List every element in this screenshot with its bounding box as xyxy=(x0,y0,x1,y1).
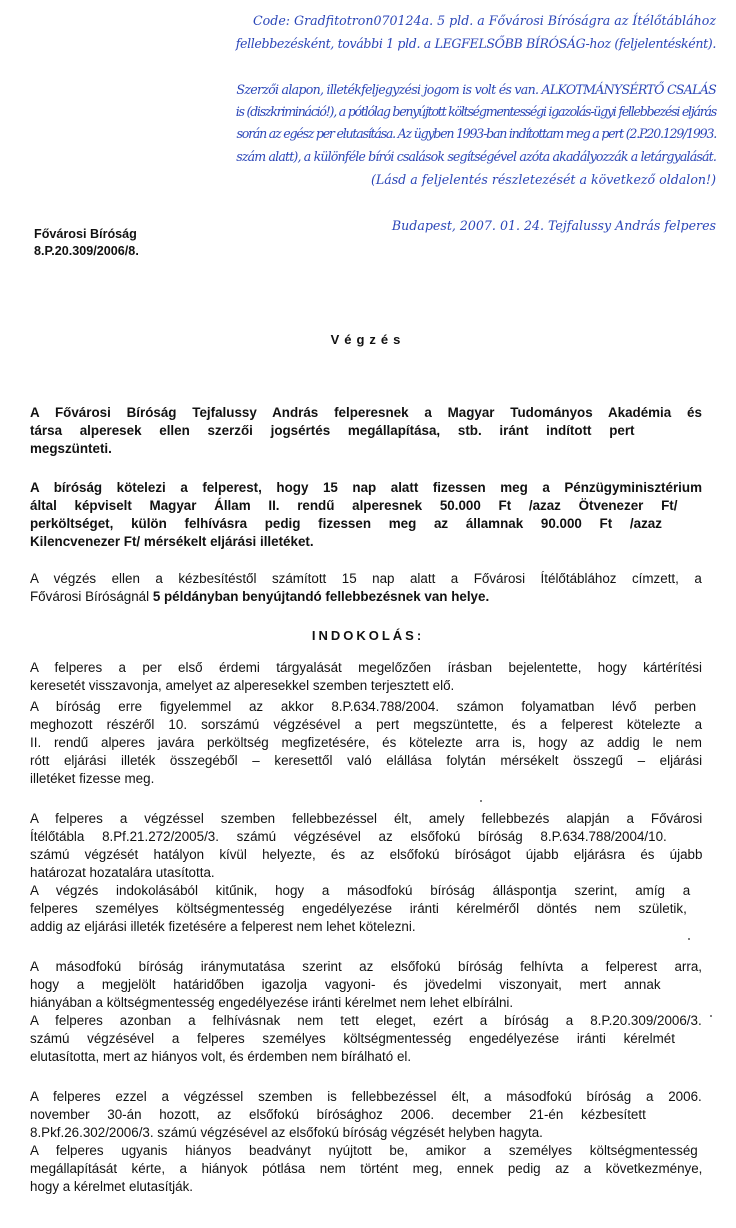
body-line xyxy=(30,1160,702,1177)
body-line xyxy=(30,1088,702,1105)
body-line-text: A végzés indokolásából kitűnik, hogy a másodfokú bíróság álláspontja szerint, amíg a xyxy=(30,883,691,898)
body-line-text: 8.Pkf.26.302/2006/3. számú végzésével az elsőfokú bíróság végzését helyben hagyta. xyxy=(30,1125,543,1140)
body-line-text: hiányában a költségmentesség engedélyezése iránti kérelmet nem lehet elbírálni. xyxy=(30,995,514,1010)
body-line xyxy=(30,716,702,733)
body-line xyxy=(30,1012,702,1029)
body-line xyxy=(30,1030,675,1047)
body-line xyxy=(30,1178,193,1195)
body-line xyxy=(30,698,696,715)
body-line-text: A felperes ugyanis hiányos beadványt nyújtott be, amikor a személyes költségmentesség xyxy=(30,1143,698,1158)
body-line xyxy=(30,497,677,514)
body-line-text: számú végzését hatályon kívül helyezte, és az elsőfokú bíróságot újabb eljárásra és újabb xyxy=(30,847,703,862)
body-line xyxy=(30,918,416,935)
body-line-text: A Fővárosi Bíróság Tejfalussy András felperesnek a Magyar Tudományos Akadémia és xyxy=(30,405,702,420)
body-line xyxy=(30,810,702,827)
body-line-text: A felperes azonban a felhívásnak nem tett eleget, ezért a bíróság a 8.P.20.309/2006/3. xyxy=(30,1013,702,1028)
body-line-text: A végzés ellen a kézbesítéstől számított 15 nap alatt a Fővárosi Ítélőtáblához címzett, a xyxy=(30,571,702,586)
body-line xyxy=(30,958,702,975)
body-line-text: megszünteti. xyxy=(30,441,112,456)
body-line xyxy=(30,864,215,881)
body-line-text: A bíróság erre figyelemmel az akkor 8.P.634.788/2004. számon folyamatban lévő perben xyxy=(30,699,697,714)
body-line-text: A bíróság kötelezi a felperest, hogy 15 nap alatt fizessen meg a Pénzügyminisztérium xyxy=(30,480,702,495)
document-title: Végzés xyxy=(330,332,406,347)
body-line-text: felperes személyes költségmentesség engedélyezése iránti kérelméről döntés nem születik, xyxy=(30,901,687,916)
body-line-text: A felperes a végzéssel szemben fellebbezéssel élt, amely fellebbezés alapján a Fővárosi xyxy=(30,811,703,826)
body-line-text: hogy a megjelölt határidőben igazolja vagyoni- és jövedelmi viszonyait, mert annak xyxy=(30,977,661,992)
stamp-code-line-1: Code: Gradfitotron070124a. 5 pld. a Fővárosi Bíróságra az Ítélőtáblához xyxy=(253,13,716,28)
body-line-text: A felperes a per első érdemi tárgyalását megelőzően írásban bejelentette, hogy kártérítési xyxy=(30,660,702,675)
body-line xyxy=(30,900,687,917)
stamp-note-line-1: Szerzői alapon, illetékfeljegyzési jogom is volt és van. ALKOTMÁNYSÉRTŐ CSALÁS xyxy=(236,82,716,97)
body-line-text: november 30-án hozott, az elsőfokú bírósághoz 2006. december 21-én kézbesített xyxy=(30,1107,646,1122)
body-line xyxy=(30,1124,543,1141)
stamp-signature-line: Budapest, 2007. 01. 24. Tejfalussy András felperes xyxy=(391,218,716,233)
body-line-text: II. rendű alperes javára perköltség megfizetésére, és kötelezte arra is, hogy az addig le nem xyxy=(30,735,702,750)
body-line xyxy=(30,1106,646,1123)
body-line xyxy=(30,677,454,694)
body-line xyxy=(30,588,489,605)
stamp-code-line-2: fellebbezésként, további 1 pld. a LEGFELSŐBB BÍRÓSÁG-hoz (feljelentésként). xyxy=(235,36,716,51)
body-line-text: határozat hozatalára utasította. xyxy=(30,865,215,880)
body-line-text: társa alperesek ellen szerzői jogsértés megállapítása, stb. iránt indított pert xyxy=(30,423,635,438)
body-line-text: illetéket fizesse meg. xyxy=(30,771,155,786)
body-line xyxy=(30,422,635,439)
body-line-text: A másodfokú bíróság iránymutatása szerint az elsőfokú bíróság felhívta a felperest arra, xyxy=(30,959,703,974)
stamp-note-line-2: is (diszkrimináció!), a pótlólag benyújtott költségmentességi igazolás-ügyi fellebbezési eljárás xyxy=(235,104,716,119)
body-line xyxy=(30,1142,698,1159)
scan-speck xyxy=(688,938,690,940)
case-number: 8.P.20.309/2006/8. xyxy=(34,244,139,258)
body-line xyxy=(30,515,662,532)
body-line-text: hogy a kérelmet elutasítják. xyxy=(30,1179,194,1194)
body-line-text: perköltséget, külön felhívásra pedig fizessen meg az államnak 90.000 Ft /azaz xyxy=(30,516,662,531)
body-line xyxy=(30,882,690,899)
court-name: Fővárosi Bíróság xyxy=(34,227,137,241)
body-line xyxy=(30,828,667,845)
body-line xyxy=(30,570,702,587)
body-line-text: Kilencvenezer Ft/ mérsékelt eljárási illetéket. xyxy=(30,534,314,549)
scan-speck xyxy=(480,800,482,802)
body-line-text: meghozott részéről 10. sorszámú végzésével a pert megszüntette, és a felperest kötelezte a xyxy=(30,717,703,732)
body-line xyxy=(30,734,702,751)
scan-speck xyxy=(710,1015,712,1017)
body-line-text: keresetét visszavonja, amelyet az alperesekkel szemben terjesztett elő. xyxy=(30,678,455,693)
body-line-text: rótt eljárási illeték összegéből – keresettől való elállása folytán mérsékelt összegű – eljárási xyxy=(30,753,703,768)
body-line xyxy=(30,770,154,787)
reasons-heading: INDOKOLÁS: xyxy=(311,628,425,643)
body-line xyxy=(30,404,702,421)
stamp-note-line-3: során az egész per elutasítása. Az ügyben 1993-ban indítottam meg a pert (2.P.20.129/1993. xyxy=(236,126,716,141)
body-line xyxy=(30,1048,411,1065)
stamp-note-line-5: (Lásd a feljelentés részletezését a következő oldalon!) xyxy=(370,172,716,187)
body-line xyxy=(30,659,702,676)
body-line-text: által képviselt Magyar Állam II. rendű alperesnek 50.000 Ft /azaz Ötvenezer Ft/ xyxy=(30,498,678,513)
body-line xyxy=(30,846,702,863)
body-line-text: Ítélőtábla 8.Pf.21.272/2005/3. számú végzésével az elsőfokú bíróság 8.P.634.788/2004/10. xyxy=(30,829,667,844)
body-line-text: számú végzésével a felperes személyes költségmentesség engedélyezése iránti kérelmét xyxy=(30,1031,675,1046)
body-line-text: elutasította, mert az hiányos volt, és érdemben nem bírálható el. xyxy=(30,1049,412,1064)
body-line xyxy=(30,440,112,457)
body-line xyxy=(30,533,314,550)
stamp-note-line-4: szám alatt), a különféle bírói csalások segítségével azóta akadályozzák a letárgyalását. xyxy=(236,149,716,164)
body-line-text: Fővárosi Bíróságnál xyxy=(30,589,153,604)
body-line-bold-text: 5 példányban benyújtandó fellebbezésnek van helye. xyxy=(152,589,490,604)
body-line-text: A felperes ezzel a végzéssel szemben is fellebbezéssel élt, a másodfokú bíróság a 2006. xyxy=(30,1089,702,1104)
body-line-text: addig az eljárási illeték fizetésére a felperest nem lehet kötelezni. xyxy=(30,919,416,934)
body-line xyxy=(30,752,702,769)
body-line-text: megállapítását kérte, a hiányok pótlása nem történt meg, ennek pedig az a következménye, xyxy=(30,1161,703,1176)
body-line xyxy=(30,976,661,993)
body-line xyxy=(30,994,513,1011)
body-line xyxy=(30,479,702,496)
